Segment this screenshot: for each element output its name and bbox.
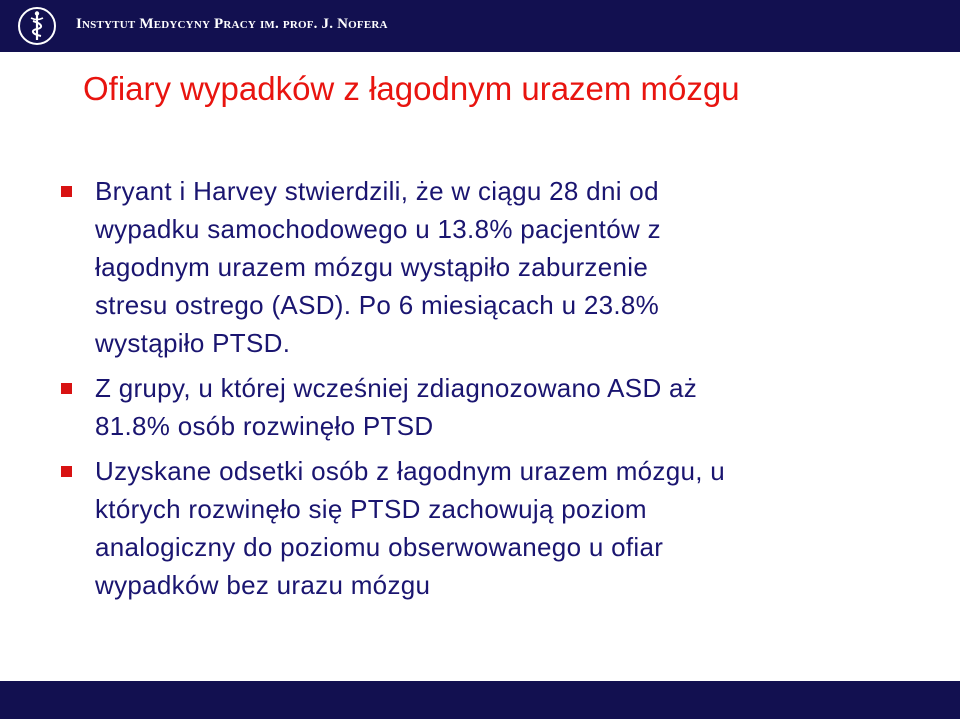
caduceus-logo-icon	[17, 6, 57, 46]
bullet-line: wypadku samochodowego u 13.8% pacjentów z	[95, 214, 661, 244]
bullet-square-icon	[61, 186, 72, 197]
bullet-line: Bryant i Harvey stwierdzili, że w ciągu 28 dni od	[95, 176, 659, 206]
bullet-item-1	[60, 172, 920, 362]
bullet-item-2	[60, 369, 920, 445]
header-bar	[0, 0, 960, 52]
bullet-line: analogiczny do poziomu obserwowanego u ofiar	[95, 532, 664, 562]
bullet-line: 81.8% osób rozwinęło PTSD	[95, 411, 434, 441]
bullet-line: Z grupy, u której wcześniej zdiagnozowano ASD aż	[95, 373, 698, 403]
bullet-line: których rozwinęło się PTSD zachowują poziom	[95, 494, 647, 524]
bullet-square-icon	[61, 383, 72, 394]
institute-name: Instytut Medycyny Pracy im. prof. J. Nofera	[76, 16, 388, 32]
slide-title: Ofiary wypadków z łagodnym urazem mózgu	[83, 70, 740, 107]
bullet-list	[60, 172, 920, 611]
bullet-square-icon	[61, 466, 72, 477]
bullet-line: stresu ostrego (ASD). Po 6 miesiącach u 23.8%	[95, 290, 660, 320]
bullet-line: łagodnym urazem mózgu wystąpiło zaburzenie	[95, 252, 649, 282]
bullet-line: Uzyskane odsetki osób z łagodnym urazem mózgu, u	[95, 456, 726, 486]
footer-bar	[0, 681, 960, 719]
bullet-line: wystąpiło PTSD.	[95, 328, 291, 358]
bullet-item-3	[60, 452, 920, 604]
bullet-line: wypadków bez urazu mózgu	[95, 570, 431, 600]
